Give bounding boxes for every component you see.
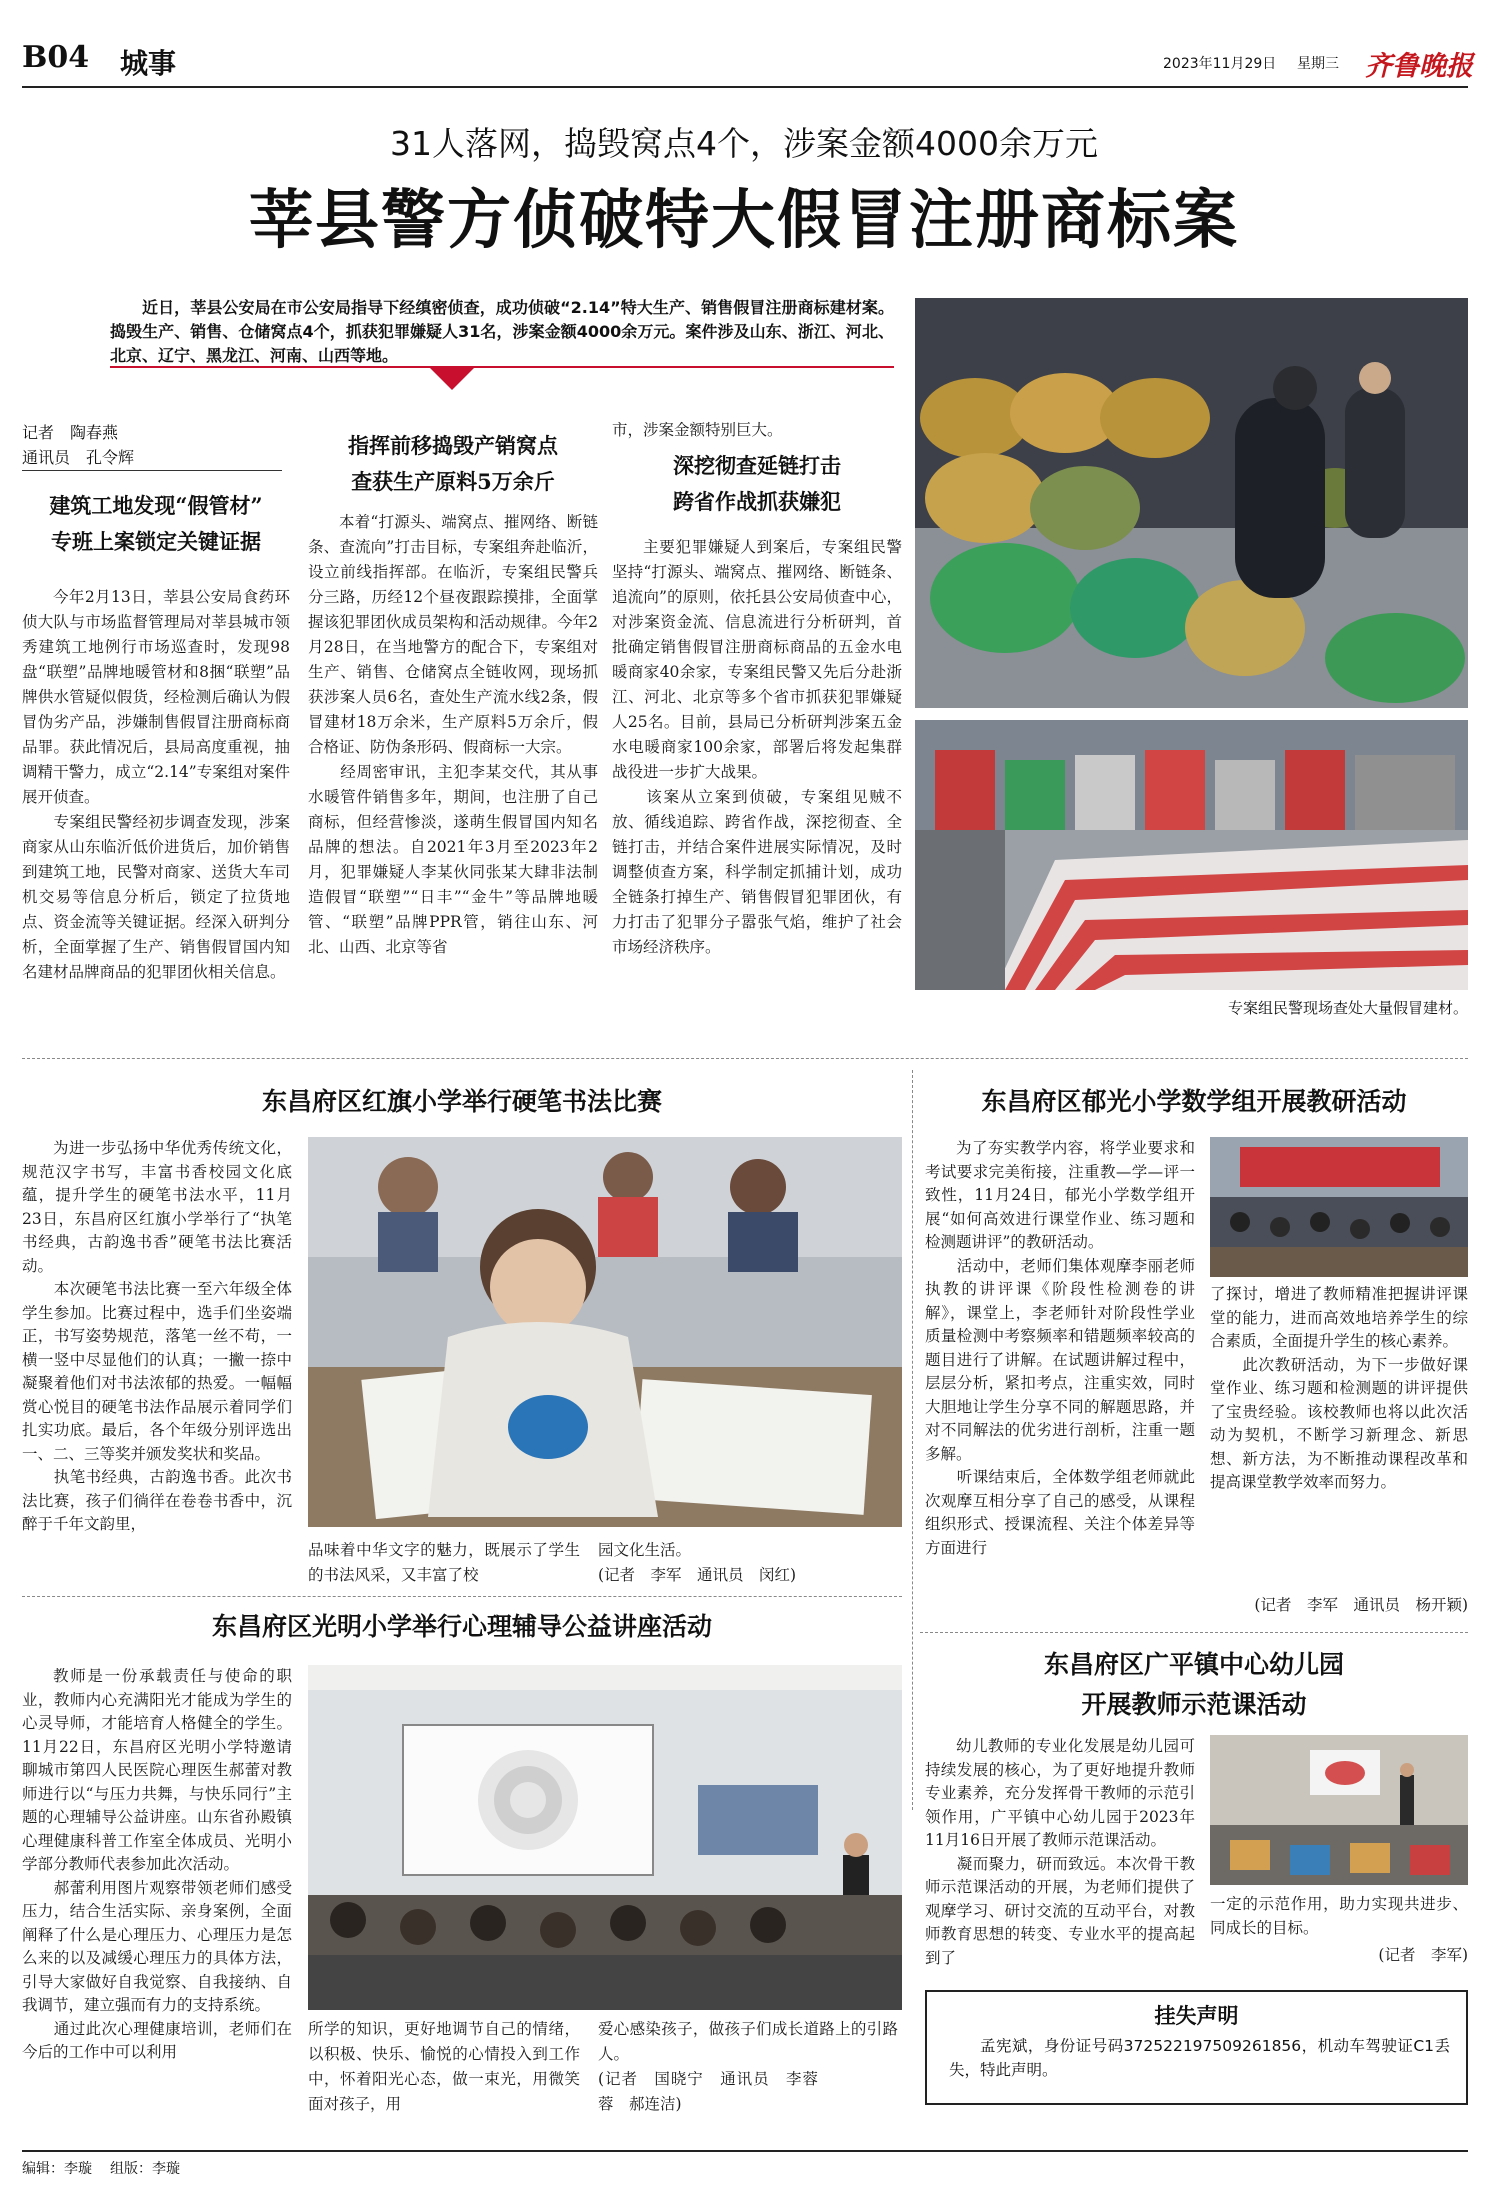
lead-col-3: 主要犯罪嫌疑人到案后，专案组民警坚持“打源头、端窝点、摧网络、断链条、追流向”的原则，依托县公安局侦查中心，对涉案资金流、信息流进行分析研判，首批确定销售假冒注册商标商品的五金水电暖商家40余家，专案组民警又先后分赴浙江、河北、北京等多个省市抓获犯罪嫌疑人25名。目前，县局已分析研判涉案五金水电暖商家100余家，部署后将发起集群战役进一步扩大战果。 该案从立案到侦破，专案组见贼不放、循线追踪、跨省作战，深挖彻查、全链打击，并结合案件进展实际情况，及时调整侦查方案，科学制定抓捕计划，成功全链条打掉生产、销售假冒犯罪团伙，有力打击了犯罪分子嚣张气焰，维护了社会市场经济秩序。 [612, 538, 902, 956]
lead-photo-warehouse [915, 298, 1468, 708]
section-name: 城事 [120, 47, 177, 80]
guangping-byline: (记者 李军) [1378, 1946, 1468, 1964]
lead-photo-pipes [915, 720, 1468, 990]
lead-summary: 近日，莘县公安局在市公安局指导下经缜密侦查，成功侦破“2.14”特大生产、销售假冒注册商标建材案。捣毁生产、销售、仓储窝点4个，抓获犯罪嫌疑人31名，涉案金额4000余万元。案件涉及山东、浙江、河北、北京、辽宁、黑龙江、河南、山西等地。 [110, 298, 894, 365]
guangming-byline: (记者 国晓宁 通讯员 李蓉蓉 郝连洁) [598, 2070, 818, 2113]
summary-arrow [430, 368, 474, 390]
guangming-photo [308, 1665, 902, 2010]
issue-weekday: 星期三 [1297, 56, 1339, 72]
lead-col-2: 本着“打源头、端窝点、摧网络、断链条、查流向”打击目标，专案组奔赴临沂，设立前线指挥部。在临沂，专案组民警兵分三路，历经12个昼夜跟踪摸排，全面掌握该犯罪团伙成员架构和活动规律。今年2月28日，在当地警方的配合下，专案组对生产、销售、仓储窝点全链收网，现场抓获涉案人员6名，查处生产流水线2条，假冒建材18万余米，生产原料5万余斤，假合格证、防伪条形码、假商标一大宗。 经周密审讯，主犯李某交代，其从事水暖管件销售多年，期间，也注册了自己商标，但经营惨淡，遂萌生假冒国内知名品牌的想法。自2021年3月至2023年2月，犯罪嫌疑人李某伙同张某大肆非法制造假冒“联塑”“日丰”“金牛”等品牌地暖管、“联塑”品牌PPR管，销往山东、河北、山西、北京等省 [308, 513, 598, 956]
hongqi-col-1: 为进一步弘扬中华优秀传统文化，规范汉字书写，丰富书香校园文化底蕴，提升学生的硬笔书法水平，11月23日，东昌府区红旗小学举行了“执笔书经典，古韵逸书香”硬笔书法比赛活动。 本次硬笔书法比赛一至六年级全体学生参加。比赛过程中，选手们坐姿端正，书写姿势规范，落笔一丝不苟，一横一竖中尽显他们的认真；一撇一捺中凝聚着他们对书法浓郁的热爱。一幅幅赏心悦目的硬笔书法作品展示着同学们扎实功底。最后，各个年级分别评选出一、二、三等奖并颁发奖状和奖品。 执笔书经典，古韵逸书香。此次书法比赛，孩子们徜徉在卷卷书香中，沉醉于千年文韵里， [22, 1139, 292, 1533]
byline-reporter: 记者 陶春燕 [22, 423, 119, 442]
hongqi-title: 东昌府区红旗小学举行硬笔书法比赛 [261, 1087, 662, 1116]
lead-subhead-2: 指挥前移捣毁产销窝点 查获生产原料5万余斤 [348, 433, 558, 494]
byline-correspondent: 通讯员 孔令辉 [22, 448, 135, 467]
guangming-col-1: 教师是一份承载责任与使命的职业，教师内心充满阳光才能成为学生的心灵导师，才能培育人格健全的学生。11月22日，东昌府区光明小学特邀请聊城市第四人民医院心理医生郝蕾对教师进行以“与压力共舞，与快乐同行”主题的心理辅导公益讲座。山东省孙殿镇心理健康科普工作室全体成员、光明小学部分教师代表参加此次活动。 郝蕾利用图片观察带领老师们感受压力，结合生活实际、亲身案例，全面阐释了什么是心理压力、心理压力是怎么来的以及减缓心理压力的具体方法，引导大家做好自我觉察、自我接纳、自我调节，建立强而有力的支持系统。 通过此次心理健康培训，老师们在今后的工作中可以利用 [22, 1667, 292, 2061]
section-divider-2 [22, 1596, 902, 1597]
yuguang-title: 东昌府区郁光小学数学组开展教研活动 [981, 1087, 1407, 1116]
guangping-col-2: 一定的示范作用，助力实现共进步、同成长的目标。 [1210, 1895, 1468, 1937]
guangping-col-1: 幼儿教师的专业化发展是幼儿园可持续发展的核心，为了更好地提升教师专业素养，充分发挥骨干教师的示范引领作用，广平镇中心幼儿园于2023年11月16日开展了教师示范课活动。 凝而聚力，研而致远。本次骨干教师示范课活动的开展，为老师们提供了观摩学习、研讨交流的互动平台，对教师教育思想的转变、专业水平的提高起到了 [925, 1737, 1195, 1967]
guangming-col-2: 所学的知识，更好地调节自己的情绪，以积极、快乐、愉悦的心情投入到工作中，怀着阳光心态，做一束光，用微笑面对孩子，用 [308, 2020, 580, 2113]
section-divider-1 [22, 1058, 1468, 1059]
footer-layout: 组版：李璇 [110, 2161, 180, 2177]
lead-headline: 莘县警方侦破特大假冒注册商标案 [249, 183, 1239, 258]
yuguang-photo [1210, 1137, 1468, 1277]
lead-col-3-top: 市，涉案金额特别巨大。 [612, 421, 783, 439]
hongqi-col-2: 品味着中华文字的魅力，既展示了学生的书法风采，又丰富了校 [308, 1541, 580, 1584]
lost-notice-title: 挂失声明 [1154, 2004, 1239, 2028]
guangping-title: 东昌府区广平镇中心幼儿园 开展教师示范课活动 [1043, 1650, 1344, 1719]
guangming-title: 东昌府区光明小学举行心理辅导公益讲座活动 [211, 1612, 712, 1641]
header-rule [22, 86, 1468, 88]
issue-date: 2023年11月29日 [1163, 56, 1277, 72]
footer-rule [22, 2150, 1468, 2152]
lead-kicker: 31人落网，捣毁窝点4个，涉案金额4000余万元 [390, 124, 1098, 163]
byline-rule [22, 470, 282, 471]
yuguang-byline: (记者 李军 通讯员 杨开颖) [1254, 1596, 1468, 1614]
lost-notice-box [925, 1990, 1468, 2105]
hongqi-photo [308, 1137, 902, 1527]
hongqi-col-3: 园文化生活。 [598, 1541, 692, 1559]
page-code: B04 [22, 40, 90, 75]
footer-editor: 编辑：李璇 [22, 2161, 92, 2177]
guangming-col-3: 爱心感染孩子，做孩子们成长道路上的引路人。 [598, 2020, 898, 2063]
lost-notice-body: 孟宪斌，身份证号码372522197509261856，机动车驾驶证C1丢失，特此声明。 [949, 2037, 1450, 2079]
column-divider-1 [912, 1070, 913, 1810]
lead-subhead-3: 深挖彻查延链打击 跨省作战抓获嫌犯 [673, 453, 841, 514]
yuguang-col-2: 了探讨，增进了教师精准把握讲评课堂的能力，进而高效地培养学生的综合素质，全面提升学生的核心素养。 此次教研活动，为下一步做好课堂作业、练习题和检测题的讲评提供了宝贵经验。该校教师也将以此次活动为契机，不断学习新理念、新思想、新方法，为不断推动课程改革和提高课堂教学效率而努力。 [1210, 1285, 1468, 1491]
hongqi-byline: (记者 李军 通讯员 闵红) [598, 1566, 797, 1584]
yuguang-col-1: 为了夯实教学内容，将学业要求和考试要求完美衔接，注重教—学—评一致性，11月24日，郁光小学数学组开展“如何高效进行课堂作业、练习题和检测题讲评”的教研活动。 活动中，老师们集体观摩李丽老师执教的讲评课《阶段性检测卷的讲解》，课堂上，李老师针对阶段性学业质量检测中考察频率和错题频率较高的题目进行了讲解。在试题讲解过程中，层层分析，紧扣考点，注重实效，同时大胆地让学生分享不同的解题思路，并对不同解法的优劣进行剖析，注重一题多解。 听课结束后，全体数学组老师就此次观摩互相分享了自己的感受，从课程组织形式、授课流程、关注个体差异等方面进行 [925, 1139, 1195, 1557]
lead-col-1: 今年2月13日，莘县公安局食药环侦大队与市场监督管理局对莘县城市领秀建筑工地例行市场巡查时，发现98盘“联塑”品牌地暖管材和8捆“联塑”品牌供水管疑似假货，经检测后确认为假冒伪劣产品，涉嫌制售假冒注册商标商品罪。获此情况后，县局高度重视，抽调精干警力，成立“2.14”专案组对案件展开侦查。 专案组民警经初步调查发现，涉案商家从山东临沂低价进货后，加价销售到建筑工地，民警对商家、送货大车司机交易等信息分析后，锁定了拉货地点、资金流等关键证据。经深入研判分析，全面掌握了生产、销售假冒国内知名建材品牌商品的犯罪团伙相关信息。 [22, 588, 290, 981]
section-divider-3 [920, 1632, 1468, 1633]
guangping-photo [1210, 1735, 1468, 1885]
lead-summary-box [110, 296, 894, 368]
paper-logo: 齐鲁晚报 [1365, 51, 1473, 82]
lead-subhead-1: 建筑工地发现“假管材” 专班上案锁定关键证据 [49, 493, 263, 554]
lead-photo-caption: 专案组民警现场查处大量假冒建材。 [1227, 999, 1468, 1017]
